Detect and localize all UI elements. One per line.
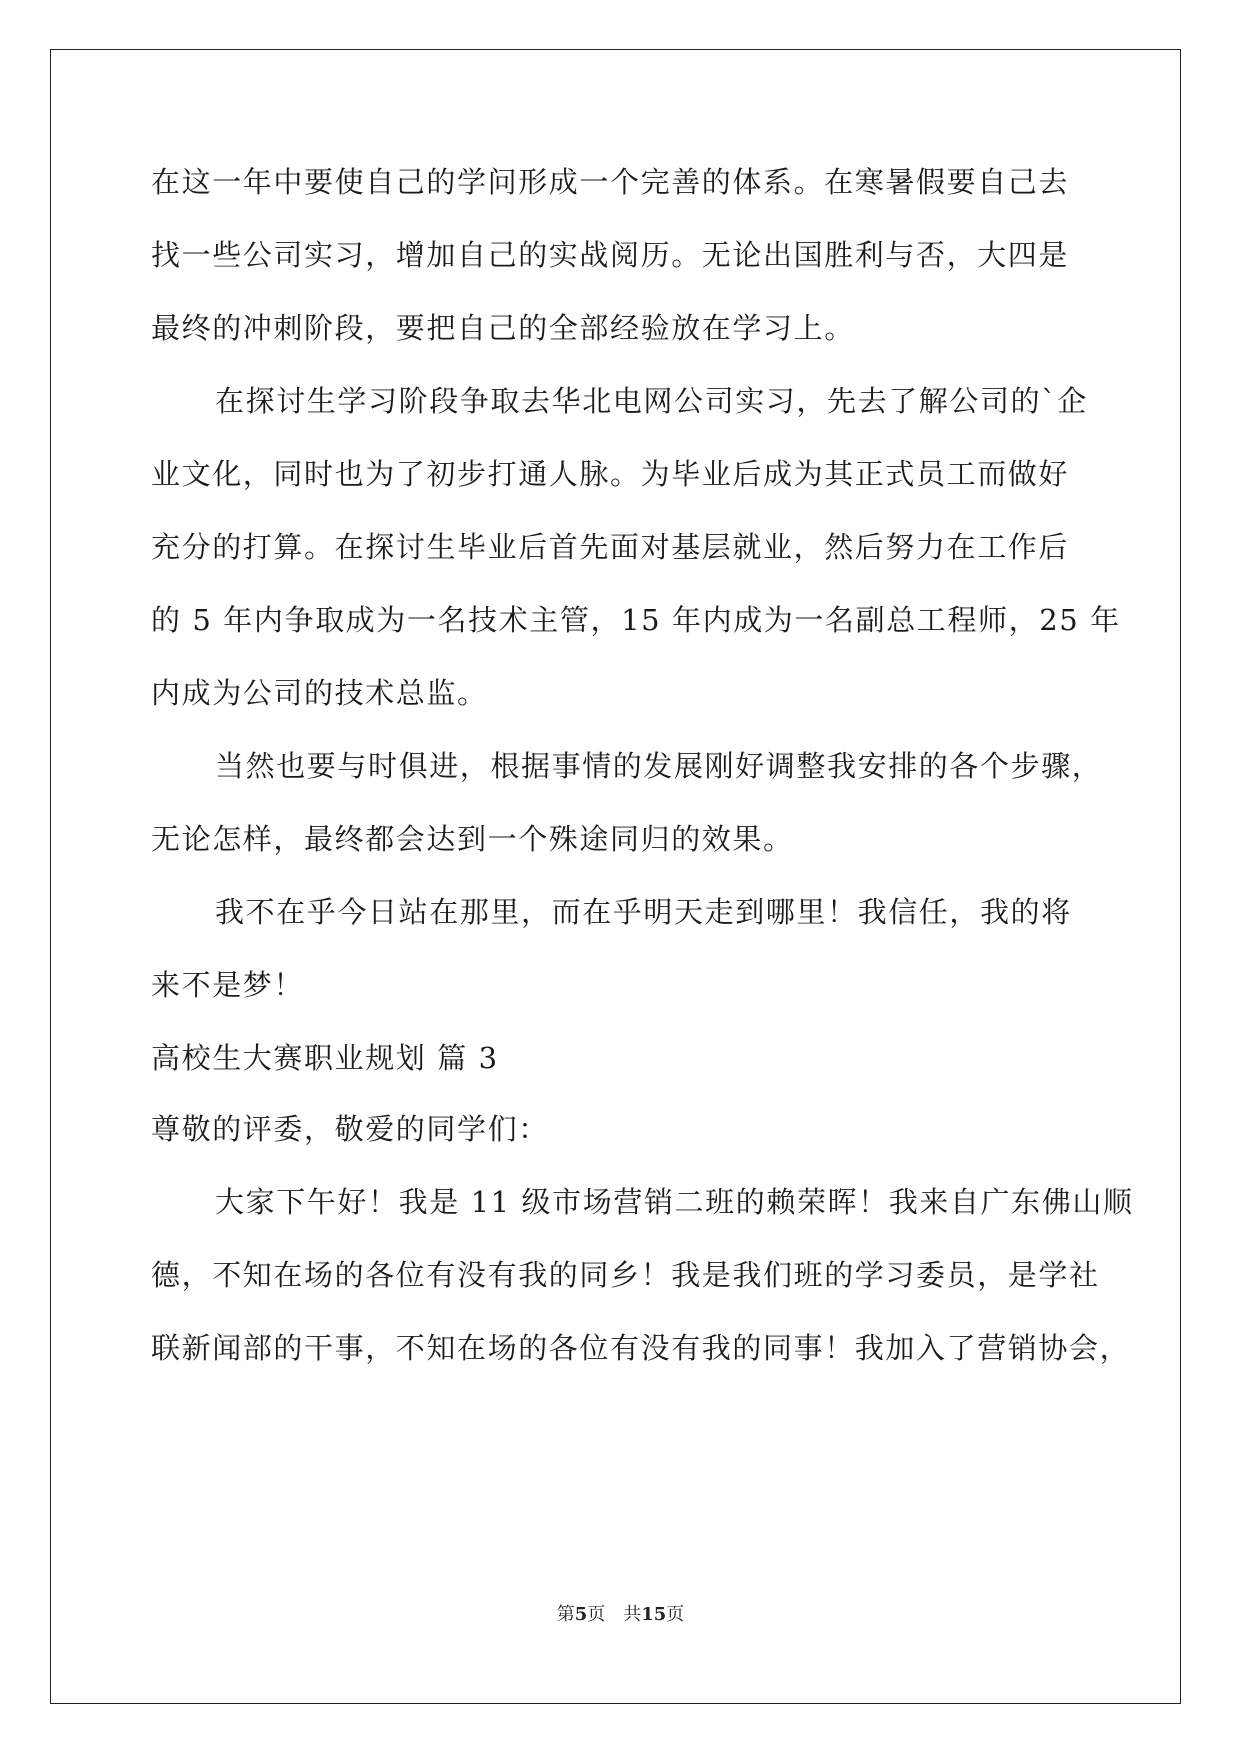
text-line: 大家下午好！我是 11 级市场营销二班的赖荣晖！我来自广东佛山顺 xyxy=(215,1185,1134,1219)
text-line: 内成为公司的技术总监。 xyxy=(151,676,488,710)
text-line: 联新闻部的干事，不知在场的各位有没有我的同事！我加入了营销协会， xyxy=(151,1331,1131,1365)
text-line: 德，不知在场的各位有没有我的同乡！我是我们班的学习委员，是学社 xyxy=(151,1258,1100,1292)
text-line: 在探讨生学习阶段争取去华北电网公司实习，先去了解公司的`企 xyxy=(215,384,1088,418)
text-line: 当然也要与时俱进，根据事情的发展刚好调整我安排的各个步骤， xyxy=(215,749,1103,783)
text-line: 业文化，同时也为了初步打通人脉。为毕业后成为其正式员工而做好 xyxy=(151,457,1070,491)
text-line: 我不在乎今日站在那里，而在乎明天走到哪里！我信任，我的将 xyxy=(215,895,1072,929)
total-label: 共 xyxy=(623,1604,642,1625)
text-line: 来不是梦！ xyxy=(151,968,305,1002)
total-label: 页 xyxy=(666,1604,685,1625)
page-number: 5 xyxy=(574,1604,588,1625)
salutation: 尊敬的评委，敬爱的同学们： xyxy=(151,1112,549,1146)
page-border xyxy=(50,49,1181,1704)
page-label: 第 xyxy=(556,1604,575,1625)
page-footer xyxy=(0,1603,1241,1627)
text-line: 在这一年中要使自己的学问形成一个完善的体系。在寒暑假要自己去 xyxy=(151,165,1070,199)
page-label: 页 xyxy=(587,1604,606,1625)
text-line: 无论怎样，最终都会达到一个殊途同归的效果。 xyxy=(151,822,794,856)
text-line: 的 5 年内争取成为一名技术主管，15 年内成为一名副总工程师，25 年 xyxy=(151,603,1121,637)
text-line: 充分的打算。在探讨生毕业后首先面对基层就业，然后努力在工作后 xyxy=(151,530,1070,564)
total-pages: 15 xyxy=(641,1604,667,1625)
section-heading: 高校生大赛职业规划 篇 3 xyxy=(151,1041,499,1075)
text-line: 最终的冲刺阶段，要把自己的全部经验放在学习上。 xyxy=(151,311,855,345)
text-line: 找一些公司实习，增加自己的实战阅历。无论出国胜利与否，大四是 xyxy=(151,238,1070,272)
